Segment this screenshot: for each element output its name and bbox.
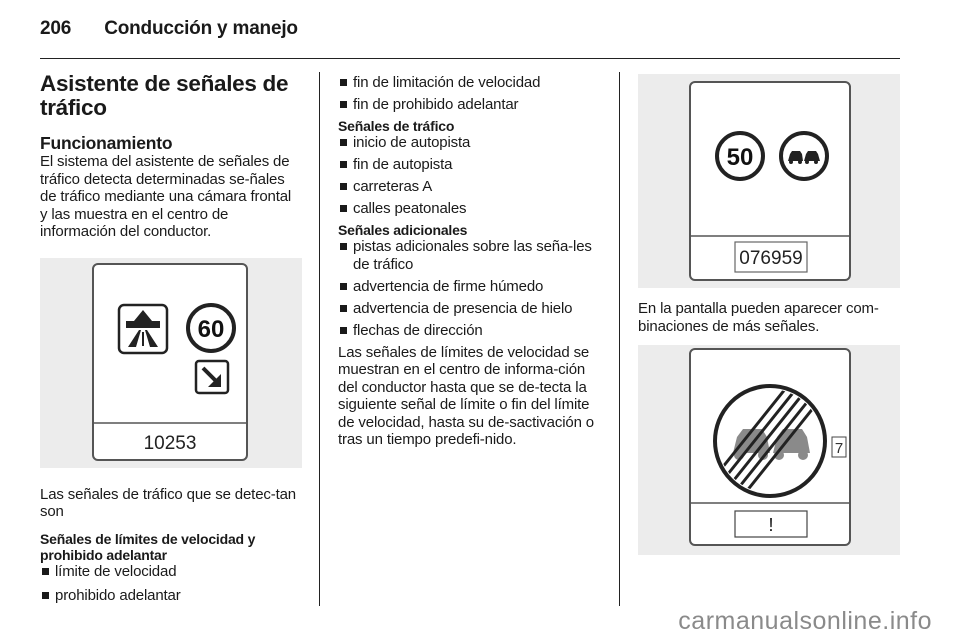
subheading-speed-signs: Señales de límites de velocidad y prohibido adelantar xyxy=(40,530,256,563)
list-item: carreteras A xyxy=(338,178,606,196)
speed-limit-60-text: 60 xyxy=(197,315,225,343)
list-item: inicio de autopista xyxy=(338,134,606,152)
additional-sign-list xyxy=(338,238,606,339)
odometer-code-076959: 076959 xyxy=(739,248,803,269)
intro-paragraph: El sistema del asistente de señales de tráfico detecta determinadas se-ñales de tráfico mediante una cámara frontal y las muestra en el centro de información del conductor. xyxy=(40,153,292,240)
list-item: pistas adicionales sobre las seña-les de tráfico xyxy=(338,238,606,273)
figure-50-no-overtaking xyxy=(638,74,902,288)
list-item: calles peatonales xyxy=(338,200,606,218)
list-item: fin de prohibido adelantar xyxy=(338,96,606,114)
speed-sign-list-continued xyxy=(338,74,606,114)
no-overtaking-icon xyxy=(781,133,827,179)
list-item: advertencia de firme húmedo xyxy=(338,278,606,296)
closing-paragraph: Las señales de límites de velocidad se muestran en el centro de informa-ción del conductor hasta que se de-tecta la siguiente señal de límite o fin del límite de velocidad, hasta su de-sactivación o tras un tiempo predefi-nido. xyxy=(338,343,594,448)
motorway-icon xyxy=(119,305,167,353)
list-item: flechas de dirección xyxy=(338,322,606,340)
column-divider-2 xyxy=(619,72,620,606)
detect-paragraph: Las señales de tráfico que se detec-tan son xyxy=(40,485,296,520)
column-1 xyxy=(40,66,302,609)
lane-number-icon xyxy=(832,437,846,457)
figure-50-no-overtaking-svg xyxy=(638,74,900,288)
list-item: límite de velocidad xyxy=(40,563,302,581)
chapter-title: Conducción y manejo xyxy=(104,18,298,39)
warning-exclamation: ! xyxy=(768,515,774,535)
column-2 xyxy=(338,74,606,449)
list-item: advertencia de presencia de hielo xyxy=(338,300,606,318)
figure-end-no-overtaking-svg xyxy=(638,345,900,555)
combinations-paragraph: En la pantalla pueden aparecer com-binaciones de más señales. xyxy=(638,300,879,335)
traffic-sign-list xyxy=(338,134,606,218)
subheading-traffic-signs: Señales de tráfico xyxy=(338,118,455,134)
figure-motorway-60-svg xyxy=(40,258,302,468)
header-rule xyxy=(40,58,900,59)
list-item: prohibido adelantar xyxy=(40,587,302,605)
watermark: carmanualsonline.info xyxy=(678,607,932,635)
odometer-code-10253: 10253 xyxy=(143,432,197,454)
section-title: Asistente de señales de tráfico xyxy=(40,71,289,120)
subheading-additional-signs: Señales adicionales xyxy=(338,222,468,238)
figure-end-no-overtaking xyxy=(638,345,902,555)
subsection-heading: Funcionamiento xyxy=(40,133,173,153)
figure-motorway-60 xyxy=(40,258,302,468)
speed-sign-list xyxy=(40,563,302,605)
column-3 xyxy=(638,74,902,555)
direction-arrow-icon xyxy=(196,361,228,393)
list-item: fin de limitación de velocidad xyxy=(338,74,606,92)
list-item: fin de autopista xyxy=(338,156,606,174)
speed-limit-50-text: 50 xyxy=(726,144,754,171)
svg-text:7: 7 xyxy=(834,440,844,457)
page-number: 206 xyxy=(40,18,72,39)
column-divider-1 xyxy=(319,72,320,606)
page-header xyxy=(40,18,298,40)
